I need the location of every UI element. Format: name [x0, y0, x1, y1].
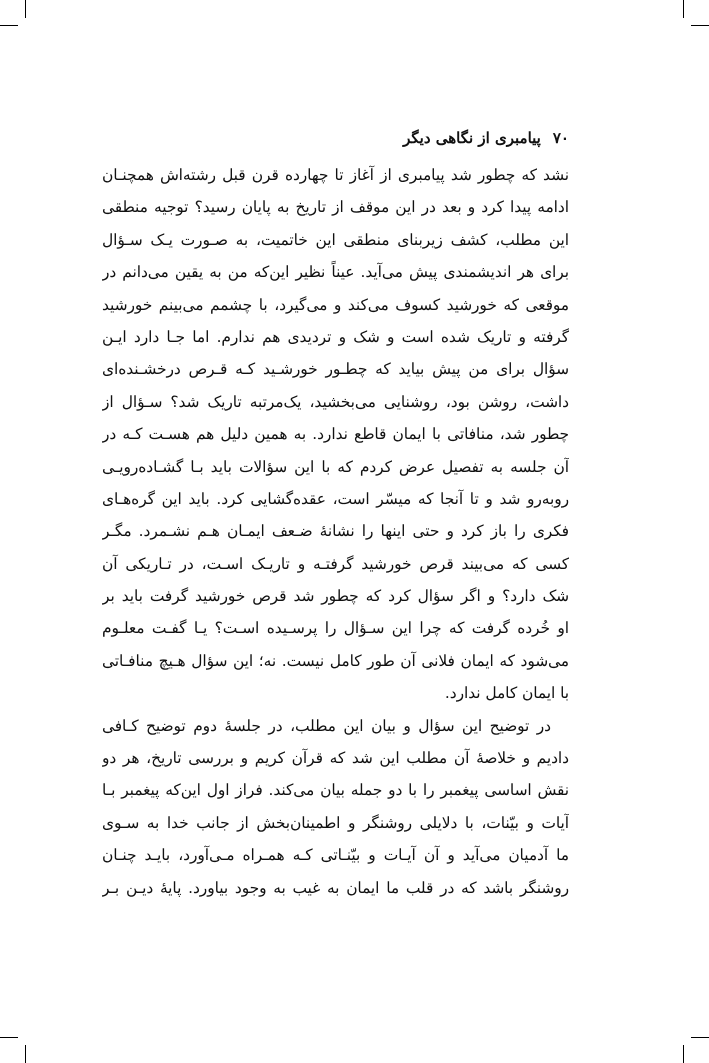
text-line: این مطلب، کشف زیربنای منطقی این خاتمیت، به صـورت یـک سـؤال: [102, 230, 569, 249]
text-line: روبه‌رو شد و تا آنجا که میسّر است، عقده‌گشایی کرد. باید این گره‌هـای: [102, 489, 569, 508]
text-line: موقعی که خورشید کسوف می‌کند و می‌گیرد، با چشمم می‌بینم خورشید: [102, 295, 569, 314]
text-line: با ایمان کامل ندارد.: [444, 684, 569, 703]
text-line: روشنگر باشد که در قلب ما ایمان به غیب به وجود بیاورد. پایۀ دیـن بـر: [102, 878, 569, 897]
crop-mark-bottom-left-horizontal: [0, 1037, 18, 1038]
text-line: آیات و بیّنات، با دلایلی روشنگر و اطمینان‌بخش از جانب خدا به سـوی: [102, 813, 569, 832]
text-line: می‌شود که ایمان فلانی آن طور کامل نیست. نه؛ این سؤال هـیچ منافـاتی: [102, 651, 569, 670]
text-line: برای هر اندیشمندی پیش می‌آید. عیناً نظیر این‌که من به یقین می‌دانم در: [102, 263, 569, 282]
text-line: نشد که چطور شد پیامبری از آغاز تا چهارده قرن قبل رشته‌اش همچنـان: [102, 166, 569, 184]
page-number: ۷۰: [552, 129, 569, 147]
paragraph-1: [102, 159, 569, 710]
text-line: شک دارد؟ و اگر سؤال کرد که چطور شد قرص خورشید گرفت باید بر: [102, 587, 569, 606]
text-line: دادیم و خلاصۀ آن مطلب این شد که قرآن کریم و بررسی تاریخ، هر دو: [102, 749, 569, 768]
running-header: [102, 113, 569, 147]
text-line: در توضیح این سؤال و بیان این مطلب، در جلسۀ دوم توضیح کـافی: [102, 716, 551, 735]
text-line: فکری را باز کرد و حتی اینها را نشانۀ ضـعف ایمـان هـم نشـمرد. مگـر: [102, 522, 569, 541]
crop-mark-top-left-horizontal: [0, 25, 18, 26]
text-line: آن جلسه به تفصیل عرض کردم که با این سؤالات باید بـا گشـاده‌رویـی: [102, 457, 569, 476]
text-line: داشت، روشن بود، روشنایی می‌بخشید، یک‌مرتبه تاریک شد؟ سـؤال از: [102, 392, 569, 411]
crop-mark-top-right-vertical: [683, 0, 684, 18]
paragraph-2: [102, 710, 569, 904]
crop-mark-top-left-vertical: [25, 0, 26, 18]
text-line: سؤال برای من پیش بیاید که چطـور خورشـید کـه قـرص درخشـنده‌ای: [102, 360, 569, 379]
crop-mark-bottom-right-vertical: [683, 1045, 684, 1063]
body-text: [102, 159, 569, 904]
text-line: ما آدمیان می‌آید و آن آیـات و بیّنـاتی کـه همـراه مـی‌آورد، بایـد چنـان: [102, 846, 569, 865]
text-line: او خُرده گرفت که چرا این سـؤال را پرسـیده اسـت؟ یـا گفـت معلـوم: [102, 619, 569, 638]
crop-mark-top-right-horizontal: [691, 25, 709, 26]
book-title: پیامبری از نگاهی دیگر: [403, 129, 541, 147]
text-line: گرفته و تاریک شده است و شک و تردیدی هم ندارم. اما جـا دارد ایـن: [102, 327, 569, 346]
text-line: ادامه پیدا کرد و بعد در این موقف از تاریخ به پایان رسید؟ توجیه منطقی: [102, 198, 569, 217]
text-line: کسی که می‌بیند قرص خورشید گرفتـه و تاریـک اسـت، در تـاریکی آن: [102, 554, 569, 573]
crop-mark-bottom-left-vertical: [25, 1045, 26, 1063]
crop-mark-bottom-right-horizontal: [691, 1037, 709, 1038]
text-line: نقش اساسی پیغمبر را با دو جمله بیان می‌کند. فراز اول این‌که پیغمبر بـا: [102, 781, 569, 800]
text-line: چطور شد، منافاتی با ایمان قاطع ندارد. به همین دلیل هم هسـت کـه در: [102, 425, 569, 444]
